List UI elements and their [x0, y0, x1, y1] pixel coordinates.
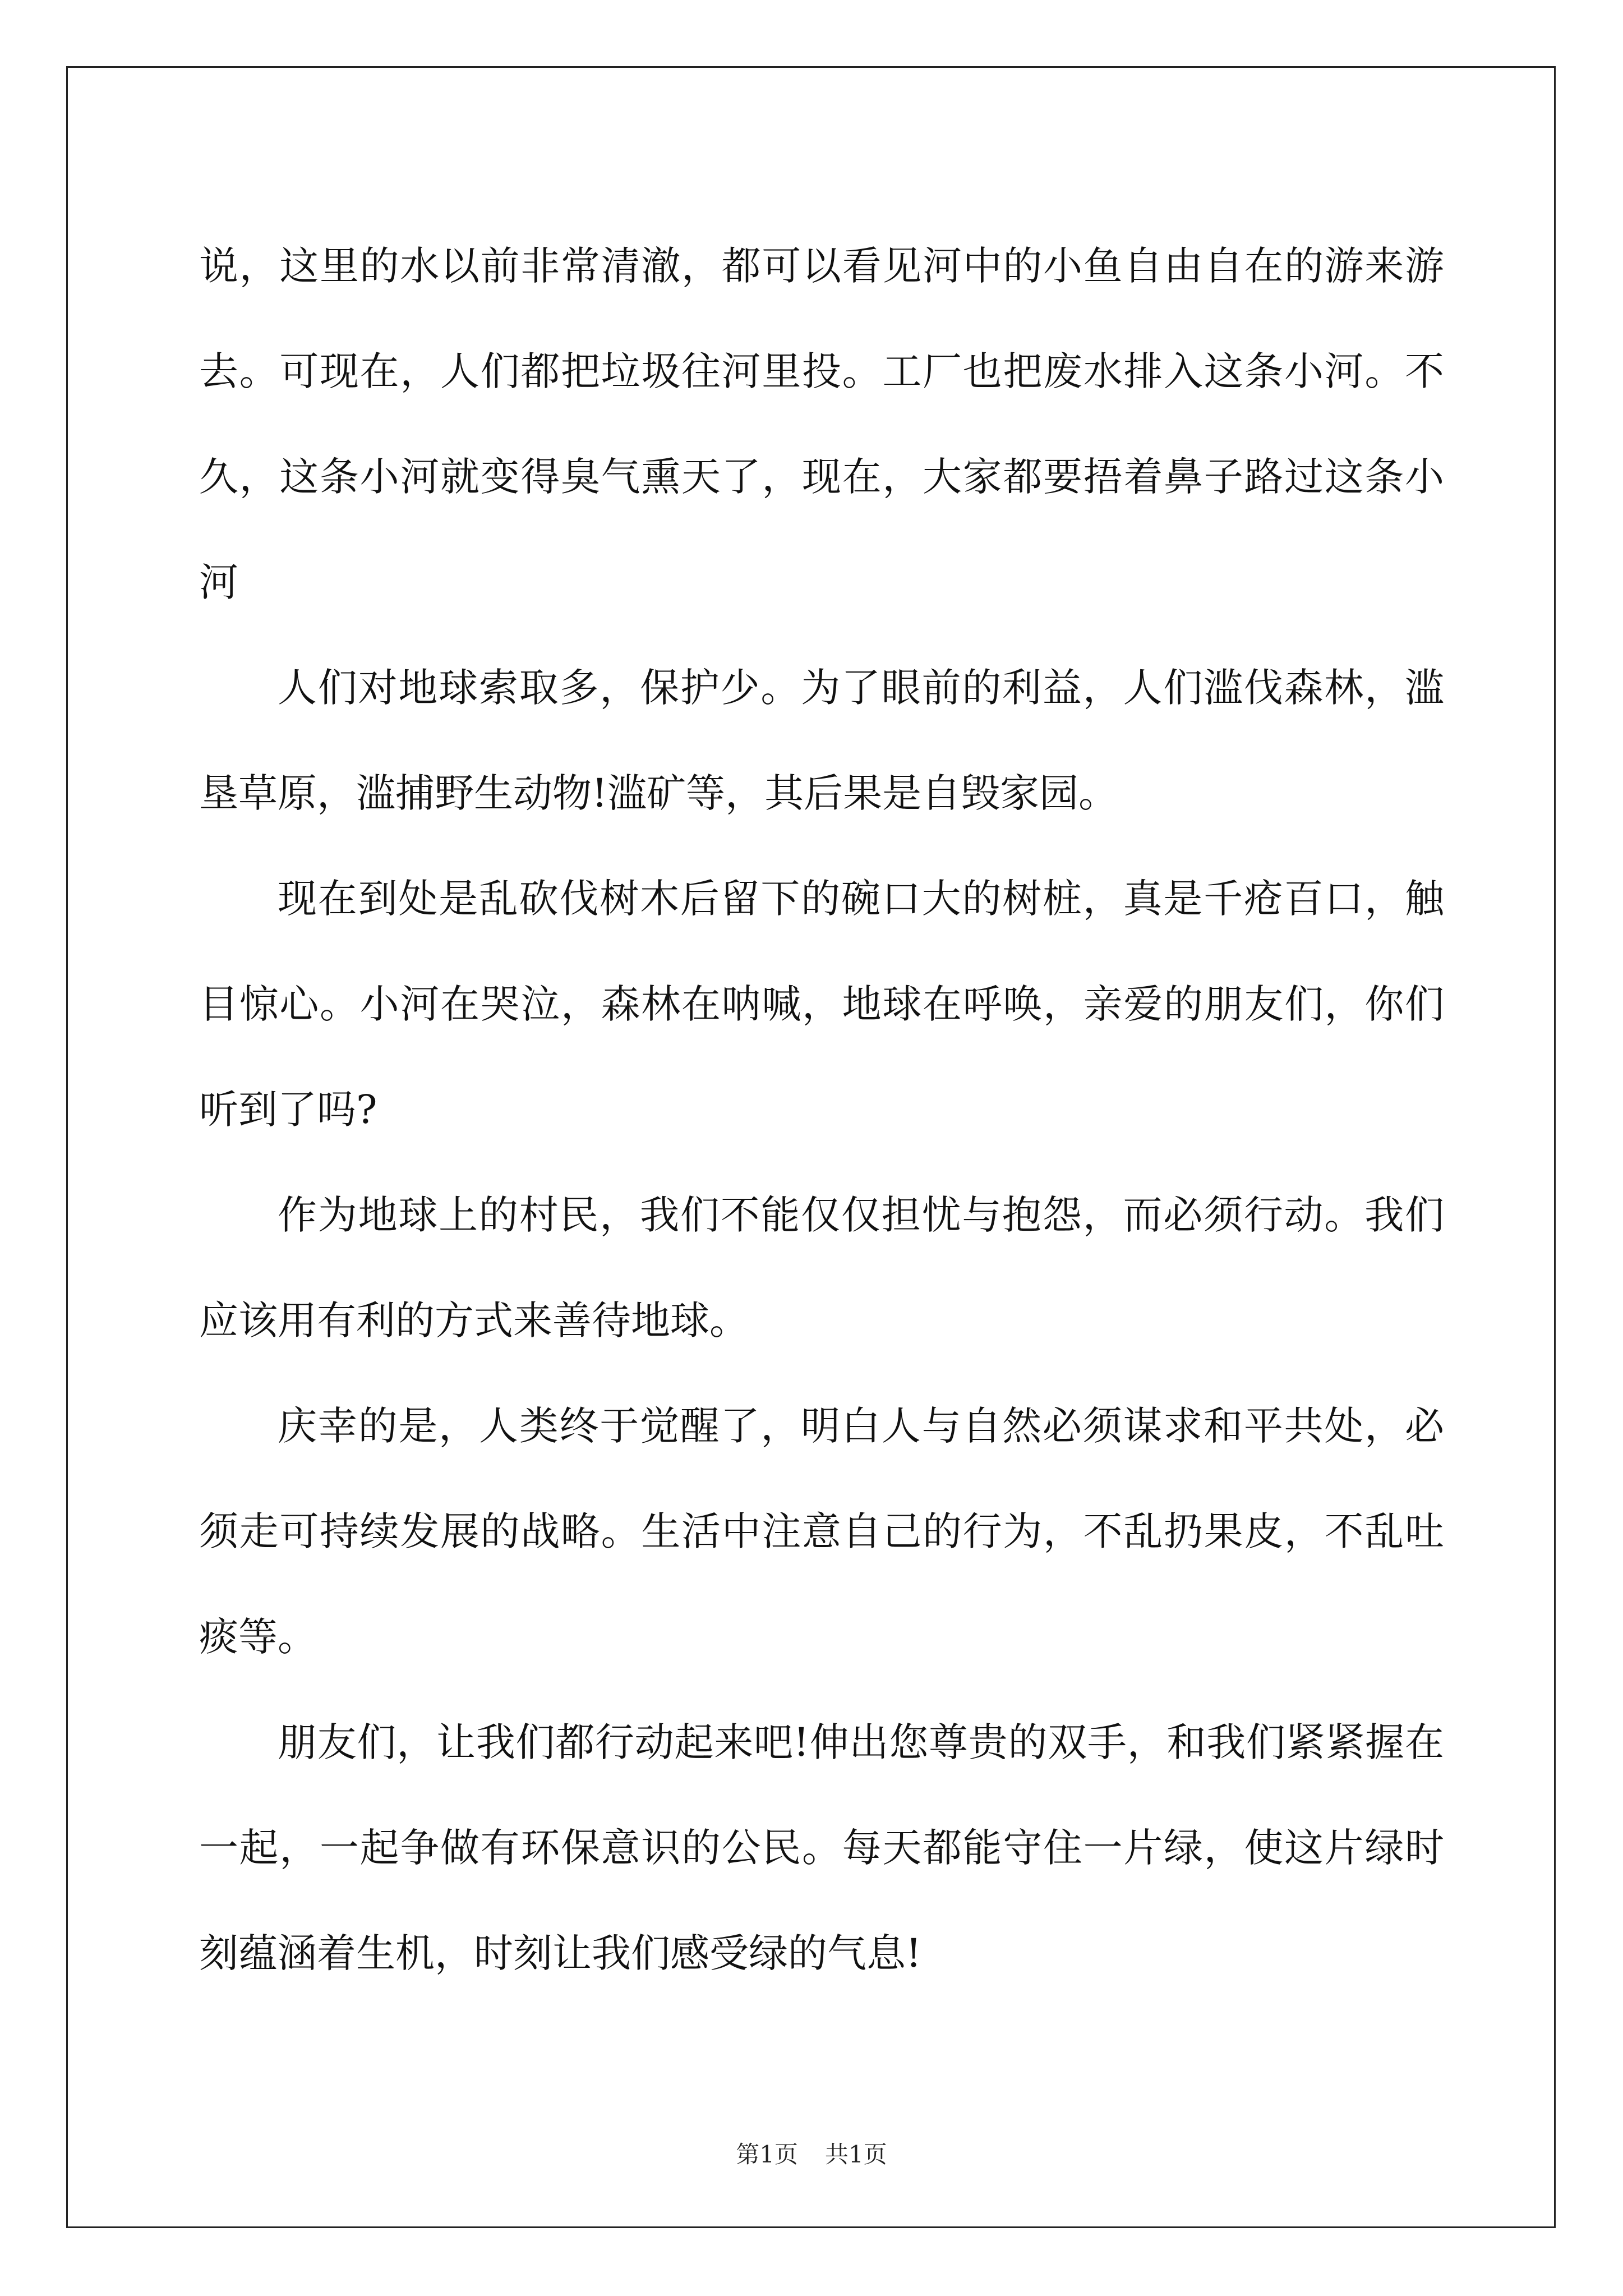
page-total: 共1页 — [825, 2141, 887, 2168]
page-footer — [0, 2136, 1623, 2170]
paragraph-2: 人们对地球索取多，保护少。为了眼前的利益，人们滥伐森林，滥垦草原，滥捕野生动物!滥矿等，其后果是自毁家园。 — [199, 665, 1444, 816]
document-body — [199, 213, 1444, 2006]
paragraph-5: 庆幸的是，人类终于觉醒了，明白人与自然必须谋求和平共处，必须走可持续发展的战略。生活中注意自己的行为，不乱扔果皮，不乱吐痰等。 — [199, 1403, 1444, 1660]
paragraph-4: 作为地球上的村民，我们不能仅仅担忧与抱怨，而必须行动。我们应该用有利的方式来善待地球。 — [199, 1192, 1444, 1343]
paragraph-6: 朋友们，让我们都行动起来吧!伸出您尊贵的双手，和我们紧紧握在一起，一起争做有环保意识的公民。每天都能守住一片绿，使这片绿时刻蕴涵着生机，时刻让我们感受绿的气息! — [199, 1719, 1444, 1976]
paragraph-3: 现在到处是乱砍伐树木后留下的碗口大的树桩，真是千疮百口，触目惊心。小河在哭泣，森林在呐喊，地球在呼唤，亲爱的朋友们，你们听到了吗? — [199, 876, 1444, 1133]
page-number: 第1页 — [736, 2141, 798, 2168]
paragraph-1: 说，这里的水以前非常清澈，都可以看见河中的小鱼自由自在的游来游去。可现在，人们都把垃圾往河里投。工厂也把废水排入这条小河。不久，这条小河就变得臭气熏天了，现在，大家都要捂着鼻子路过这条小河 — [199, 243, 1444, 605]
